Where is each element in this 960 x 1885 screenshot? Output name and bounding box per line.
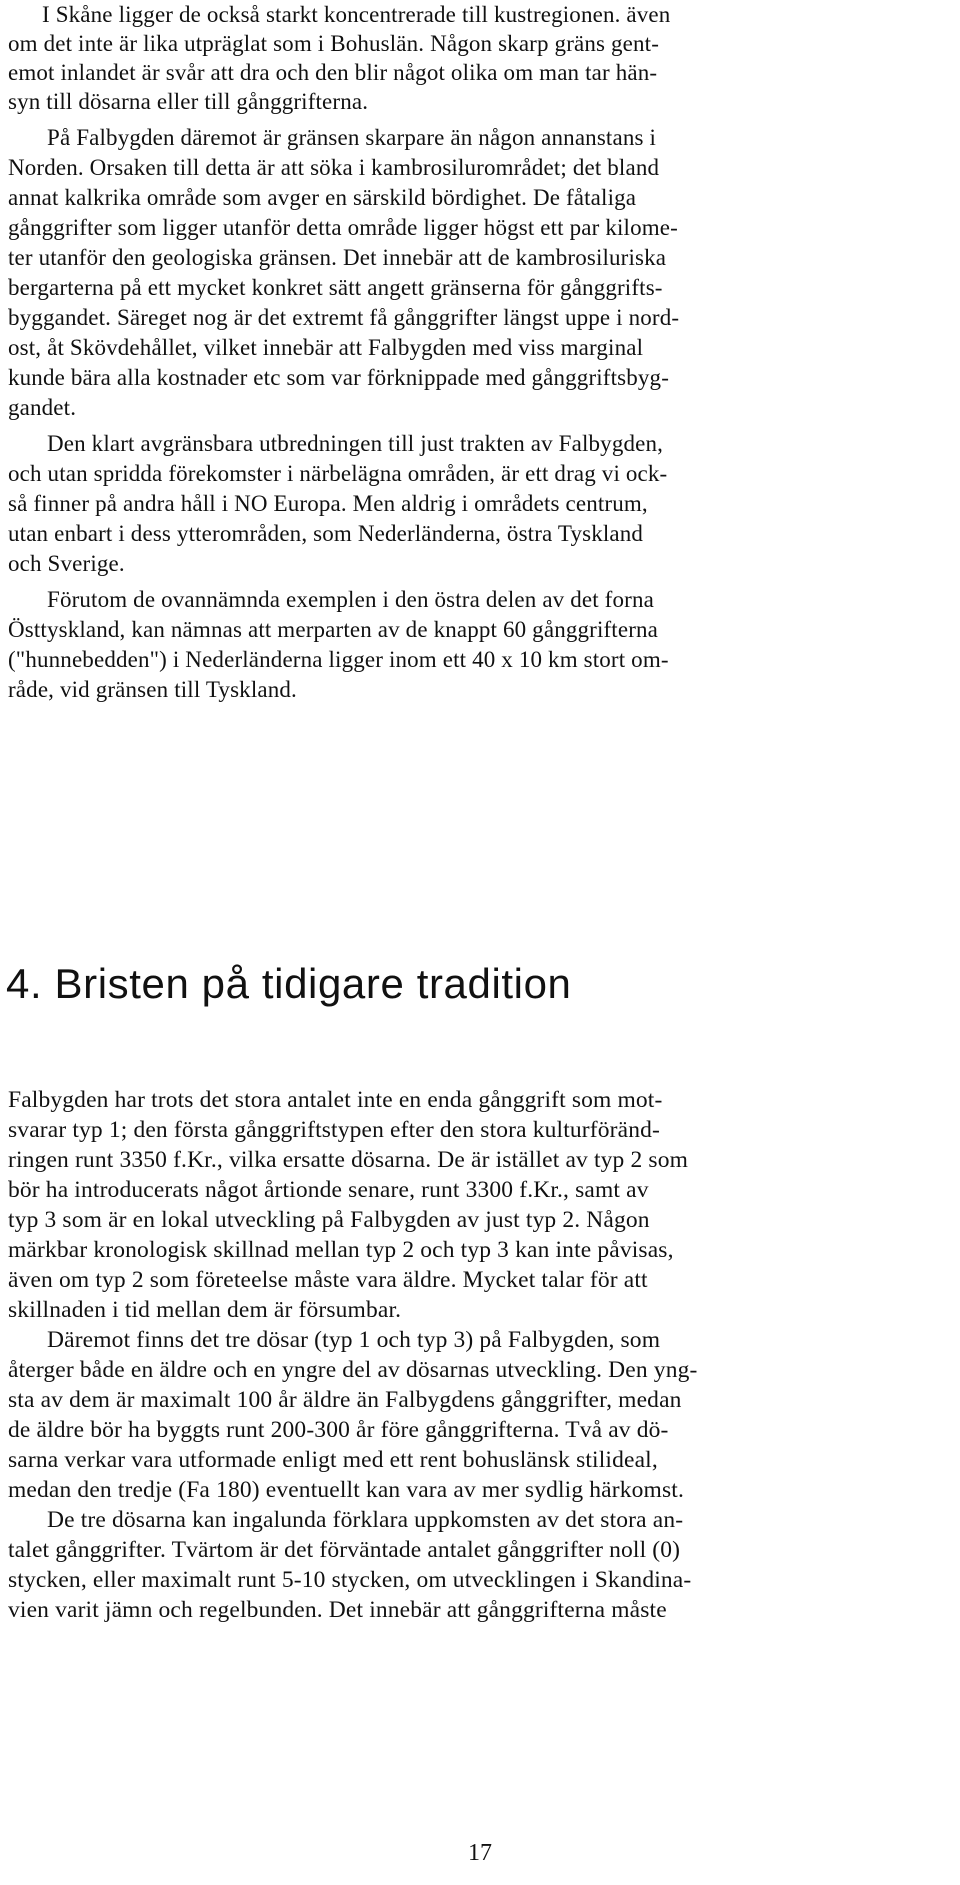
text-line: De tre dösarna kan ingalunda förklara uppkomsten av det stora an- <box>47 1507 684 1533</box>
text-line: stycken, eller maximalt runt 5-10 stycken, om utvecklingen i Skandina- <box>8 1567 692 1593</box>
text-line: Förutom de ovannämnda exemplen i den östra delen av det forna <box>47 587 654 612</box>
section-heading: 4. Bristen på tidigare tradition <box>6 960 572 1007</box>
text-line: de äldre bör ha byggts runt 200-300 år före gånggrifterna. Två av dö- <box>8 1417 669 1443</box>
text-line: bör ha introducerats något årtionde senare, runt 3300 f.Kr., samt av <box>8 1177 649 1203</box>
text-line: kunde bära alla kostnader etc som var förknippade med gånggriftsbyg- <box>8 365 670 390</box>
text-line: ringen runt 3350 f.Kr., vilka ersatte dösarna. De är istället av typ 2 som <box>8 1147 689 1173</box>
text-line: Den klart avgränsbara utbredningen till just trakten av Falbygden, <box>47 431 664 456</box>
text-line: sta av dem är maximalt 100 år äldre än Falbygdens gånggrifter, medan <box>8 1387 682 1413</box>
text-line: Däremot finns det tre dösar (typ 1 och typ 3) på Falbygden, som <box>47 1327 661 1353</box>
text-line: syn till dösarna eller till gånggrifterna. <box>8 89 369 114</box>
text-line: vien varit jämn och regelbunden. Det innebär att gånggrifterna måste <box>8 1597 667 1623</box>
text-line: annat kalkrika område som avger en särskild bördighet. De fåtaliga <box>8 185 637 210</box>
text-line: medan den tredje (Fa 180) eventuellt kan vara av mer sydlig härkomst. <box>8 1477 684 1503</box>
text-line: så finner på andra håll i NO Europa. Men aldrig i områdets centrum, <box>8 491 648 516</box>
text-line: emot inlandet är svår att dra och den blir något olika om man tar hän- <box>8 60 658 85</box>
text-line: även om typ 2 som företeelse måste vara äldre. Mycket talar för att <box>8 1267 648 1293</box>
text-line: råde, vid gränsen till Tyskland. <box>8 677 297 702</box>
text-line: På Falbygden däremot är gränsen skarpare än någon annanstans i <box>47 125 657 150</box>
text-line: och utan spridda förekomster i närbelägna områden, är ett drag vi ock- <box>8 461 668 486</box>
text-line: ost, åt Skövdehållet, vilket innebär att Falbygden med viss marginal <box>8 335 644 360</box>
text-line: typ 3 som är en lokal utveckling på Falbygden av just typ 2. Någon <box>8 1207 650 1233</box>
text-line: om det inte är lika utpräglat som i Bohuslän. Någon skarp gräns gent- <box>8 31 660 56</box>
page-number: 17 <box>468 1840 492 1866</box>
text-line: Norden. Orsaken till detta är att söka i kambrosilurområdet; det bland <box>8 155 660 180</box>
text-line: sarna verkar vara utformade enligt med ett rent bohuslänsk stilideal, <box>8 1447 658 1473</box>
text-line: och Sverige. <box>8 551 125 576</box>
text-line: Falbygden har trots det stora antalet inte en enda gånggrift som mot- <box>8 1087 663 1113</box>
text-line: ("hunnebedden") i Nederländerna ligger inom ett 40 x 10 km stort om- <box>8 647 669 672</box>
text-line: gånggrifter som ligger utanför detta område ligger högst ett par kilome- <box>8 215 678 240</box>
text-line: I Skåne ligger de också starkt koncentrerade till kustregionen. även <box>42 2 671 27</box>
text-line: svarar typ 1; den första gånggriftstypen efter den stora kulturföränd- <box>8 1117 660 1143</box>
text-line: skillnaden i tid mellan dem är försumbar. <box>8 1297 402 1323</box>
text-line: utan enbart i dess ytterområden, som Nederländerna, östra Tyskland <box>8 521 644 546</box>
text-line: Östtyskland, kan nämnas att merparten av de knappt 60 gånggrifterna <box>8 617 659 642</box>
text-line: bergarterna på ett mycket konkret sätt angett gränserna för gånggrifts- <box>8 275 663 300</box>
text-line: märkbar kronologisk skillnad mellan typ 2 och typ 3 kan inte påvisas, <box>8 1237 674 1263</box>
text-line: byggandet. Säreget nog är det extremt få gånggrifter längst uppe i nord- <box>8 305 680 330</box>
text-line: återger både en äldre och en yngre del av dösarnas utveckling. Den yng- <box>8 1357 698 1383</box>
text-line: gandet. <box>8 395 77 420</box>
text-line: ter utanför den geologiska gränsen. Det innebär att de kambrosiluriska <box>8 245 667 270</box>
text-line: talet gånggrifter. Tvärtom är det förväntade antalet gånggrifter noll (0) <box>8 1537 681 1563</box>
